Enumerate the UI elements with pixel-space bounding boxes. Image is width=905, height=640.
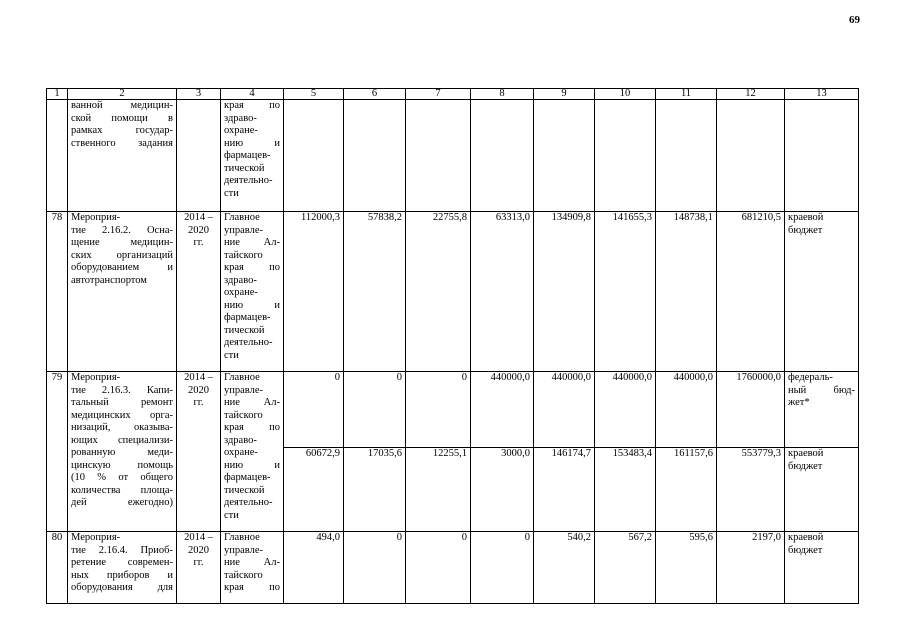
funding-source-line: федераль- [788,372,833,383]
executor-line: Главное [224,532,260,543]
funding-source-line: бюджет [788,460,823,472]
amount-col-8: 440000,0 [471,372,534,448]
activity-name-line: рованную меди- [71,447,173,458]
activity-name-line: ных приборов и [71,569,173,581]
column-number: 3 [177,89,221,100]
row-number: 79 [47,372,68,532]
amount-col-11: 148738,1 [656,212,717,372]
executor-line: тической [224,162,265,174]
executor-line: деятельно- [224,497,273,508]
amount-col-10: 567,2 [595,532,656,604]
amount-col-7: 12255,1 [406,448,471,532]
executor-line: фармацев- [224,472,271,483]
executor-line: сти [224,509,239,521]
executor-line: ние Ал- [224,237,280,248]
executor [221,532,284,604]
amount-col-6: 17035,6 [344,448,406,532]
executor-line: охране- [224,125,258,136]
amount-col-7 [406,100,471,212]
amount-col-7: 22755,8 [406,212,471,372]
table-row [47,372,859,448]
activity-name-line: низаций, оказыва- [71,422,173,433]
funding-source [785,212,859,372]
column-number: 13 [785,89,859,100]
funding-source [785,372,859,448]
activity-name-line: цинскую помощь [71,459,173,471]
executor-line: деятельно- [224,337,273,348]
activity-name-line: автотранспортом [71,274,147,286]
column-number: 9 [534,89,595,100]
activity-name-line: дей ежегодно) [71,497,173,508]
column-number: 4 [221,89,284,100]
amount-col-10: 141655,3 [595,212,656,372]
activity-name-line: тальный ремонт [71,397,173,408]
executor-line: управле- [224,384,263,396]
amount-col-7: 0 [406,372,471,448]
period-line: 2020 [188,224,209,236]
executor-line: тической [224,324,265,336]
amount-col-9: 540,2 [534,532,595,604]
column-number: 5 [284,89,344,100]
amount-col-10: 440000,0 [595,372,656,448]
executor-line: тайского [224,249,263,261]
executor-line: фармацев- [224,312,271,323]
activity-name-line: медицинских орга- [71,409,173,421]
period-line: гг. [193,557,204,568]
funding-source-line: ный бюд- [788,384,855,396]
column-number: 12 [717,89,785,100]
column-number: 8 [471,89,534,100]
executor-line: края по [224,100,280,111]
column-number: 10 [595,89,656,100]
funding-source-line: краевой [788,532,824,543]
activity-name-line: (10 % от общего [71,472,173,483]
activity-name-line: ванной медицин- [71,100,173,111]
amount-col-12: 2197,0 [717,532,785,604]
executor-line: края по [224,582,280,593]
amount-col-5: 60672,9 [284,448,344,532]
amount-col-5: 112000,3 [284,212,344,372]
executor [221,100,284,212]
amount-col-11: 161157,6 [656,448,717,532]
activity-name-line: Мероприя- [71,532,121,543]
amount-col-6: 57838,2 [344,212,406,372]
executor-line: ние Ал- [224,557,280,568]
table-row [47,212,859,372]
executor-line: фармацев- [224,150,271,161]
column-number: 2 [68,89,177,100]
period-line: 2014 – [184,212,213,223]
amount-col-6: 0 [344,532,406,604]
funding-source-line: краевой [788,448,824,459]
amount-col-5 [284,100,344,212]
column-number: 1 [47,89,68,100]
amount-col-10 [595,100,656,212]
period [177,532,221,604]
row-number: 80 [47,532,68,604]
amount-col-11: 595,6 [656,532,717,604]
amount-col-11 [656,100,717,212]
period-line: 2020 [188,384,209,396]
executor-line: края по [224,262,280,273]
executor-line: нию и [224,299,280,311]
amount-col-6 [344,100,406,212]
period [177,372,221,532]
amount-col-12: 1760000,0 [717,372,785,448]
amount-col-11: 440000,0 [656,372,717,448]
period [177,100,221,212]
activity-name-line: ющих специализи- [71,434,173,446]
activity-name-line: рамках государ- [71,125,173,136]
funding-source-line: жет* [788,397,810,408]
budget-table [46,88,859,604]
period-line: гг. [193,237,204,248]
activity-name [68,532,177,604]
period-line: гг. [193,397,204,408]
activity-name-line: ских организаций [71,249,173,261]
executor-line: деятельно- [224,175,273,186]
executor-line: сти [224,187,239,199]
activity-name-line: Мероприя- [71,212,121,223]
executor-line: ние Ал- [224,397,280,408]
column-number: 11 [656,89,717,100]
table-row [47,100,859,212]
amount-col-9: 440000,0 [534,372,595,448]
executor [221,372,284,532]
executor-line: нию и [224,459,280,471]
column-number: 6 [344,89,406,100]
column-number: 7 [406,89,471,100]
activity-name-line: щение медицин- [71,237,173,248]
amount-col-9: 134909,8 [534,212,595,372]
amount-col-12 [717,100,785,212]
activity-name-line: Мероприя- [71,372,121,383]
activity-name-line: тие 2.16.3. Капи- [71,384,173,396]
executor-line: здраво- [224,112,257,124]
executor-line: здраво- [224,274,257,286]
amount-col-5: 494,0 [284,532,344,604]
activity-name [68,212,177,372]
amount-col-8 [471,100,534,212]
activity-name-line: ретение современ- [71,557,173,568]
executor-line: тической [224,484,265,496]
amount-col-8: 63313,0 [471,212,534,372]
column-number-row [47,89,859,100]
executor-line: охране- [224,447,258,458]
amount-col-12: 553779,3 [717,448,785,532]
amount-col-5: 0 [284,372,344,448]
row-number: 78 [47,212,68,372]
activity-name [68,100,177,212]
amount-col-6: 0 [344,372,406,448]
activity-name-line: тие 2.16.4. Приоб- [71,544,173,556]
activity-name-line: оборудования для [71,582,173,593]
activity-name-line: количества площа- [71,484,173,496]
funding-source-line: бюджет [788,544,823,556]
amount-col-9 [534,100,595,212]
activity-name [68,372,177,532]
executor-line: сти [224,349,239,361]
activity-name-line: оборудованием и [71,262,173,273]
funding-source [785,448,859,532]
executor-line: нию и [224,137,280,149]
funding-source-line: краевой [788,212,824,223]
amount-col-7: 0 [406,532,471,604]
activity-name-line: ственного задания [71,137,173,149]
executor-line: Главное [224,212,260,223]
executor-line: управле- [224,544,263,556]
period-line: 2020 [188,544,209,556]
executor-line: здраво- [224,434,257,446]
amount-col-10: 153483,4 [595,448,656,532]
executor-line: Главное [224,372,260,383]
executor-line: тайского [224,409,263,421]
page-number: 69 [849,14,860,26]
executor-line: охране- [224,287,258,298]
row-number [47,100,68,212]
period-line: 2014 – [184,372,213,383]
table-row [47,532,859,604]
amount-col-9: 146174,7 [534,448,595,532]
period-line: 2014 – [184,532,213,543]
funding-source [785,100,859,212]
amount-col-12: 681210,5 [717,212,785,372]
activity-name-line: ской помощи в [71,112,173,124]
amount-col-8: 3000,0 [471,448,534,532]
activity-name-line: тие 2.16.2. Осна- [71,224,173,236]
funding-source [785,532,859,604]
period [177,212,221,372]
executor-line: управле- [224,224,263,236]
executor-line: тайского [224,569,263,581]
funding-source-line: бюджет [788,224,823,236]
executor-line: края по [224,422,280,433]
executor [221,212,284,372]
amount-col-8: 0 [471,532,534,604]
